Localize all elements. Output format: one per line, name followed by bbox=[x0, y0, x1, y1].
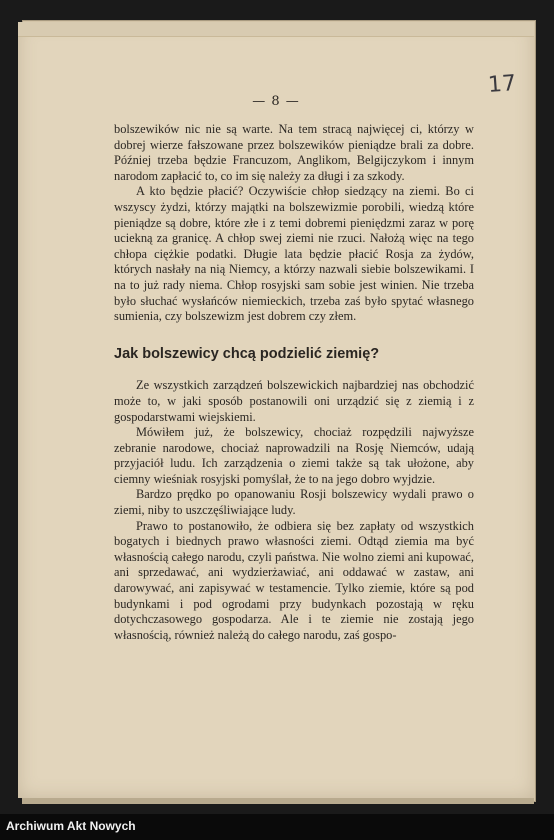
paragraph-2: A kto będzie płacić? Oczywiście chłop siedzący na ziemi. Bo ci wszyscy żydzi, którzy majątki na bolszewizmie porobili, wiedzą które pieniądze są dobre, które złe i z temi dobremi pieniędzmi zaraz w porę uciekną za granicę. A chłop swej ziemi nie rzuci. Nałożą więc na tego chłopa ciężkie podatki. Długie lata będzie płacić Rosja za żydów, których nasłały na nią Niemcy, a którzy nazwali siebie bolszewikami. I na to już rady niema. Chłop rosyjski sam sobie jest winien. Nie trzeba było słuchać wysłańców niemieckich, trzeba zaś było spytać własnego sumienia, czy bolszewizm jest dobrem czy złem. bbox=[114, 184, 474, 324]
archive-name: Archiwum Akt Nowych bbox=[6, 819, 136, 833]
paragraph-6: Prawo to postanowiło, że odbiera się bez zapłaty od wszystkich bogatych i biednych prawo własności ziemi. Odtąd ziemia ma być własnością całego narodu, czyli państwa. Nie wolno ziemi ani kupować, ani sprzedawać, ani wydzierżawiać, ani oddawać w zastaw, ani darowywać, ani zapisywać w testamencie. Tylko ziemie, które są pod budynkami i pod ogrodami przy budynkach pozostają w ręku dotychczasowego gospodarza. Ale i te ziemie nie zostają jego własnością, również należą do całego narodu, zaś gospo- bbox=[114, 518, 474, 642]
section-heading: Jak bolszewicy chcą podzielić ziemię? bbox=[114, 345, 380, 362]
paragraph-3: Ze wszystkich zarządzeń bolszewickich najbardziej nas obchodzić może to, w jaki sposób postanowili oni urządzić się z ziemią i z gospodarstwami wiejskiemi. bbox=[114, 378, 474, 424]
page-text bbox=[114, 122, 474, 643]
paragraph-5: Bardzo prędko po opanowaniu Rosji bolszewicy wydali prawo o ziemi, niby to uszczęśliwiające ludy. bbox=[114, 487, 474, 518]
paragraph-1: bolszewików nic nie są warte. Na tem stracą najwięcej ci, którzy w dobrej wierze fałszowane przez bolszewików pieniądze brali za dobre. Później trzeba będzie Francuzom, Anglikom, Belgijczykom i innym narodom zapłacić to, co im się należy za długi i za szkody. bbox=[114, 122, 474, 183]
page-top-strip bbox=[18, 22, 534, 37]
archive-footer bbox=[0, 814, 554, 840]
paragraph-4: Mówiłem już, że bolszewicy, chociaż rozpędzili najwyższe zebranie narodowe, chociaż naprowadzili na Rosję Niemców, udają przyjaciół ludu. Ich zarządzenia o ziemi także są tak ułożone, aby ciemny wieśniak rosyjski pomyślał, że to na jego dobro wyjdzie. bbox=[114, 425, 474, 486]
page-bottom-edge bbox=[22, 798, 534, 804]
folio-mark: 17 bbox=[487, 71, 517, 98]
document-page bbox=[18, 22, 534, 798]
page-number: — 8 — bbox=[252, 94, 300, 109]
